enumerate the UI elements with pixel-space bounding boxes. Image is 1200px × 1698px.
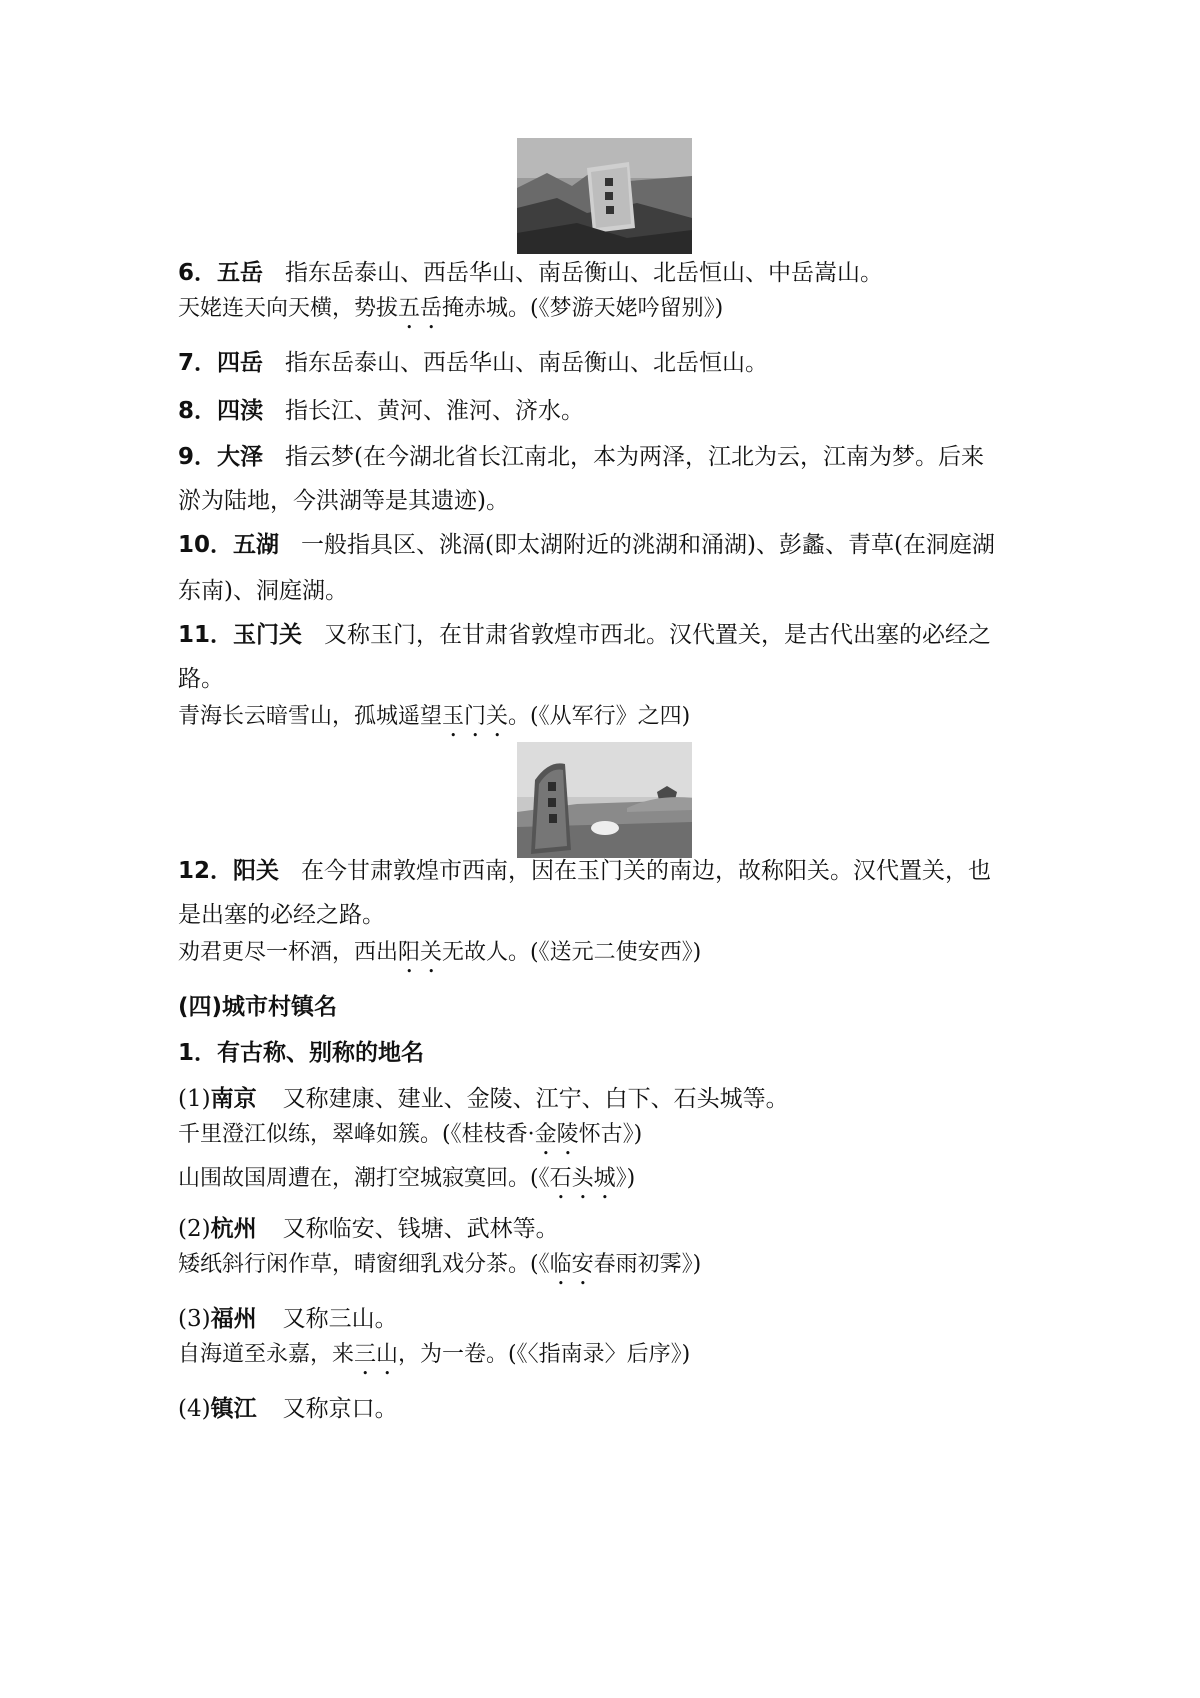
item-description: 又称三山。 [282,1306,398,1332]
quote-text: 天姥连天向天横，势拔 [178,296,399,321]
item-description: 又称京口。 [282,1396,398,1422]
quote-source: 。(《从军行》之四) [508,704,691,729]
emphasized-text: 五岳 [398,296,443,321]
item-description: 路。 [178,666,224,692]
sub-item-number: (4) [178,1396,211,1422]
item-number: 9． [178,444,218,470]
quote-source: 掩赤城。(《梦游天姥吟留别》) [442,296,724,321]
item-term: 阳关 [233,858,280,884]
quote-source: ，为一卷。(《〈指南录〉后序》) [398,1342,691,1367]
emphasized-text: 阳关 [398,940,443,965]
item-number: 11． [178,622,234,648]
emphasized-text: 临安 [549,1252,594,1277]
sub-item-number: (2) [178,1216,211,1242]
quote-source: 无故人。(《送元二使安西》) [442,940,702,965]
quote-text: 青海长云暗雪山，孤城遥望 [178,704,443,729]
item-number: 8． [178,398,218,424]
sub-item-number: (3) [178,1306,211,1332]
section-heading: (四)城市村镇名 [178,994,338,1020]
item-term: 镇江 [210,1396,257,1422]
item-term: 玉门关 [233,622,303,648]
item-description: 指长江、黄河、淮河、济水。 [285,398,585,424]
item-description: 一般指具区、洮滆(即太湖附近的洮湖和涌湖)、彭蠡、青草(在洞庭湖 [301,532,995,558]
item-description: 指云梦(在今湖北省长江南北，本为两泽，江北为云，江南为梦。后来 [285,444,984,470]
quote-text: 劝君更尽一杯酒，西出 [178,940,399,965]
item-description: 东南)、洞庭湖。 [178,578,348,604]
item-description: 指东岳泰山、西岳华山、南岳衡山、北岳恒山、中岳嵩山。 [285,260,884,286]
item-term: 杭州 [210,1216,257,1242]
item-term: 五湖 [233,532,280,558]
item-number: 12． [178,858,234,884]
emphasized-text: 石头城 [549,1166,616,1191]
emphasized-text: 金陵 [534,1122,579,1147]
item-number: 7． [178,350,218,376]
item-term: 四岳 [217,350,264,376]
subsection-heading: 1．有古称、别称的地名 [178,1040,425,1066]
item-term: 五岳 [217,260,264,286]
item-term: 南京 [210,1086,257,1112]
item-description: 在今甘肃敦煌市西南，因在玉门关的南边，故称阳关。汉代置关，也 [301,858,992,884]
item-description: 淤为陆地，今洪湖等是其遗迹)。 [178,488,509,514]
item-description: 又称玉门，在甘肃省敦煌市西北。汉代置关，是古代出塞的必经之 [324,622,992,648]
item-number: 6． [178,260,218,286]
quote-source: 》) [615,1166,636,1191]
wuyue-photo [517,138,692,254]
item-description: 又称临安、钱塘、武林等。 [282,1216,559,1242]
item-description: 又称建康、建业、金陵、江宁、白下、石头城等。 [282,1086,789,1112]
item-description: 是出塞的必经之路。 [178,902,385,928]
quote-source: 怀古》) [578,1122,643,1147]
item-description: 指东岳泰山、西岳华山、南岳衡山、北岳恒山。 [285,350,769,376]
sub-item-number: (1) [178,1086,211,1112]
emphasized-text: 玉门关 [442,704,509,729]
quote-text: 自海道至永嘉，来 [178,1342,355,1367]
item-term: 福州 [210,1306,257,1332]
quote-text: 千里澄江似练，翠峰如簇。(《桂枝香· [178,1122,535,1147]
quote-text: 矮纸斜行闲作草，晴窗细乳戏分茶。(《 [178,1252,550,1277]
quote-text: 山围故国周遭在，潮打空城寂寞回。(《 [178,1166,550,1191]
item-term: 四渎 [217,398,264,424]
item-number: 10． [178,532,234,558]
yumenguan-photo [517,742,692,858]
item-term: 大泽 [217,444,264,470]
emphasized-text: 三山 [354,1342,399,1367]
quote-source: 春雨初霁》) [593,1252,702,1277]
